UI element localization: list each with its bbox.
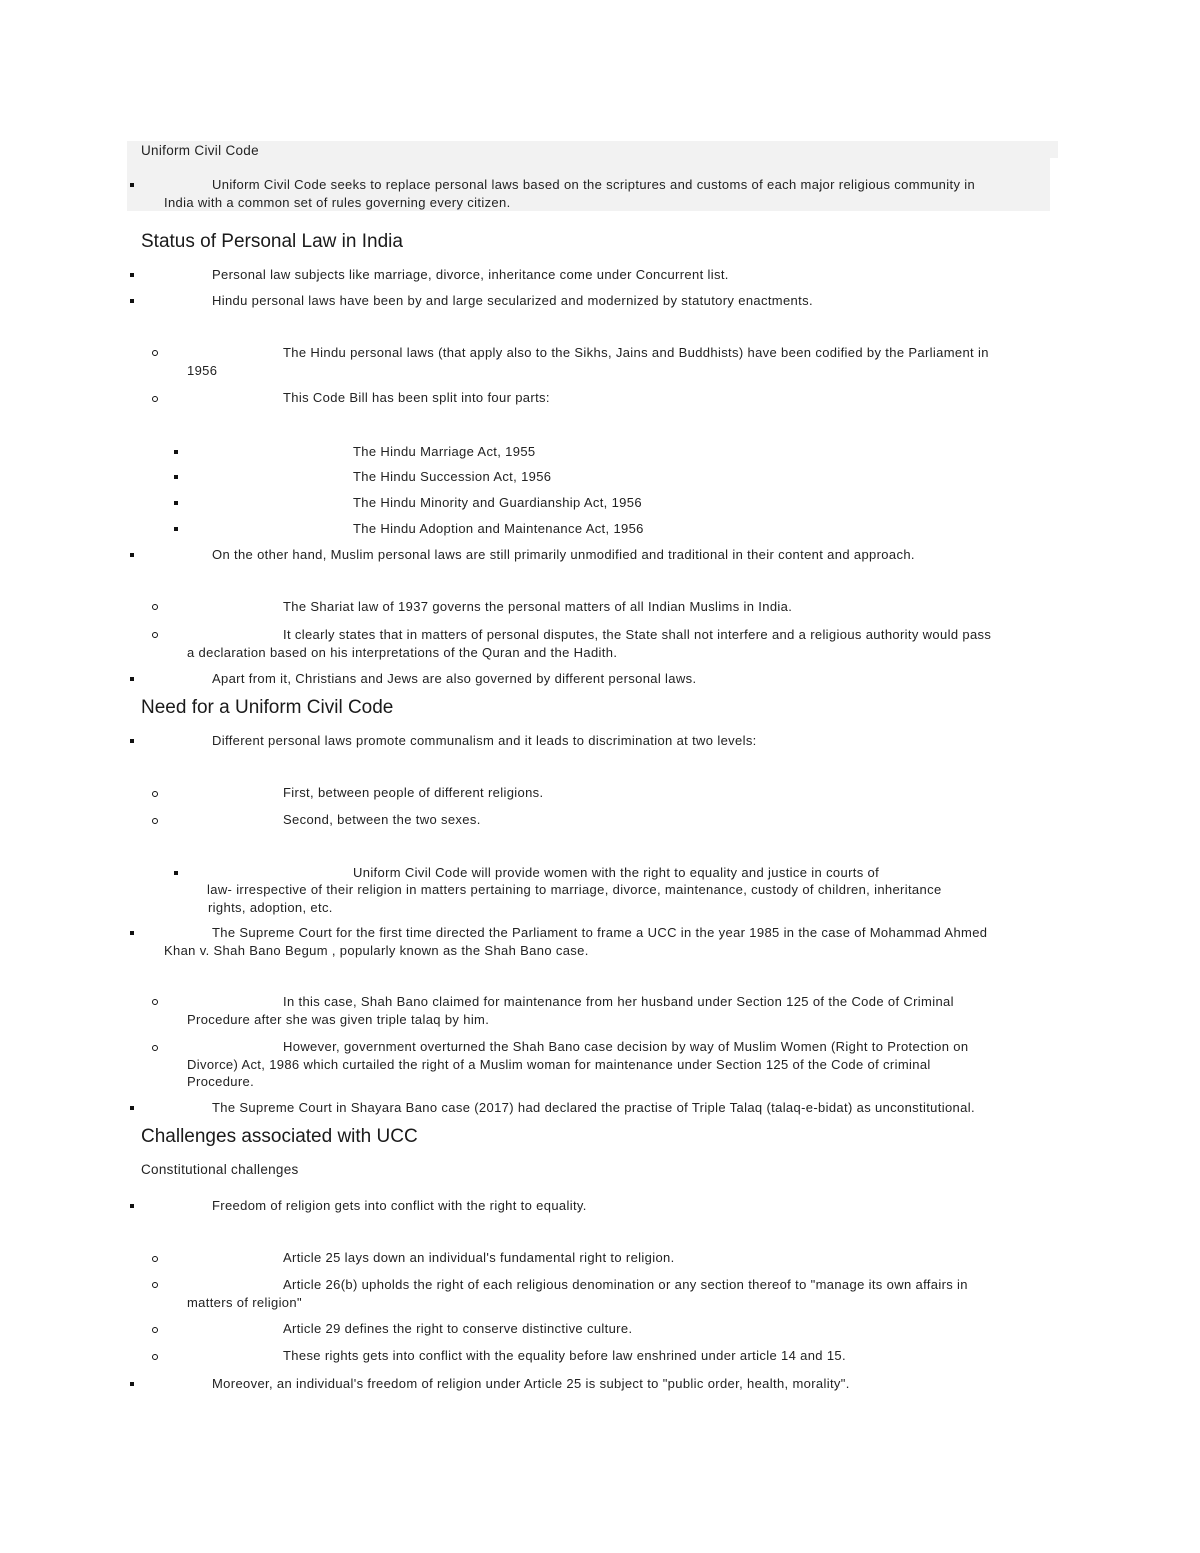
need-bullet-2-line-2: Khan v. Shah Bano Begum , popularly known as the Shah Bano case. xyxy=(164,943,589,958)
status-bullet-3: On the other hand, Muslim personal laws are still primarily unmodified and traditional in their content and approach. xyxy=(212,547,915,562)
bullet-square xyxy=(174,527,178,531)
intro-line-1: Uniform Civil Code seeks to replace personal laws based on the scriptures and customs of each major religious community in xyxy=(212,177,976,192)
challenges-sub-1b-line-1: Article 26(b) upholds the right of each religious denomination or any section thereof to "manage its own affairs in xyxy=(283,1277,968,1292)
bullet-circle xyxy=(152,1327,158,1333)
bullet-circle xyxy=(152,1354,158,1360)
need-sub-2b-line-2: Divorce) Act, 1986 which curtailed the right of a Muslim woman for maintenance under Section 125 of the Code of criminal xyxy=(187,1057,931,1072)
bullet-square xyxy=(130,677,134,681)
bullet-circle xyxy=(152,1045,158,1051)
bullet-square xyxy=(130,739,134,743)
bullet-circle xyxy=(152,1256,158,1262)
section-heading-challenges: Challenges associated with UCC xyxy=(141,1126,418,1147)
bullet-circle xyxy=(152,999,158,1005)
section-heading-status: Status of Personal Law in India xyxy=(141,231,403,252)
challenges-sub-1a: Article 25 lays down an individual's fundamental right to religion. xyxy=(283,1250,675,1265)
bullet-square xyxy=(130,183,134,187)
act-item: The Hindu Succession Act, 1956 xyxy=(353,469,552,484)
status-bullet-2: Hindu personal laws have been by and large secularized and modernized by statutory enactments. xyxy=(212,293,813,308)
bullet-square xyxy=(130,273,134,277)
bullet-square xyxy=(130,1106,134,1110)
status-sub-2a-line-2: 1956 xyxy=(187,363,218,378)
status-bullet-1: Personal law subjects like marriage, divorce, inheritance come under Concurrent list. xyxy=(212,267,729,282)
bullet-circle xyxy=(152,632,158,638)
status-sub-3a: The Shariat law of 1937 governs the personal matters of all Indian Muslims in India. xyxy=(283,599,793,614)
challenges-sub-1b-line-2: matters of religion" xyxy=(187,1295,302,1310)
need-bullet-3: The Supreme Court in Shayara Bano case (2017) had declared the practise of Triple Talaq (talaq-e-bidat) as unconstitutional. xyxy=(212,1100,975,1115)
bullet-square xyxy=(174,475,178,479)
challenges-sub-1c: Article 29 defines the right to conserve distinctive culture. xyxy=(283,1321,633,1336)
need-bullet-2-line-1: The Supreme Court for the first time directed the Parliament to frame a UCC in the year 1985 in the case of Mohammad Ahmed xyxy=(212,925,988,940)
bullet-circle xyxy=(152,396,158,402)
status-sub-3b-line-2: a declaration based on his interpretations of the Quran and the Hadith. xyxy=(187,645,618,660)
bullet-circle xyxy=(152,1282,158,1288)
status-bullet-4: Apart from it, Christians and Jews are also governed by different personal laws. xyxy=(212,671,697,686)
bullet-square xyxy=(130,931,134,935)
need-sub-1a: First, between people of different religions. xyxy=(283,785,544,800)
bullet-square xyxy=(174,871,178,875)
section-heading-need: Need for a Uniform Civil Code xyxy=(141,697,394,718)
subheading-constitutional: Constitutional challenges xyxy=(141,1162,299,1177)
bullet-circle xyxy=(152,604,158,610)
bullet-circle xyxy=(152,350,158,356)
act-item: The Hindu Marriage Act, 1955 xyxy=(353,444,536,459)
need-sub-1b: Second, between the two sexes. xyxy=(283,812,481,827)
bullet-square xyxy=(174,501,178,505)
act-item: The Hindu Minority and Guardianship Act, 1956 xyxy=(353,495,642,510)
challenges-sub-1d: These rights gets into conflict with the equality before law enshrined under article 14 and 15. xyxy=(283,1348,846,1363)
need-sub-2b-line-3: Procedure. xyxy=(187,1074,255,1089)
status-sub-2b: This Code Bill has been split into four parts: xyxy=(283,390,550,405)
need-bullet-1: Different personal laws promote communalism and it leads to discrimination at two levels: xyxy=(212,733,757,748)
bullet-square xyxy=(130,1382,134,1386)
bullet-circle xyxy=(152,818,158,824)
bullet-square xyxy=(130,299,134,303)
bullet-square xyxy=(130,553,134,557)
status-sub-3b-line-1: It clearly states that in matters of personal disputes, the State shall not interfere and a religious authority would pass xyxy=(283,627,992,642)
status-sub-2a-line-1: The Hindu personal laws (that apply also to the Sikhs, Jains and Buddhists) have been codified by the Parliament in xyxy=(283,345,989,360)
need-sub-1c-line-2: law- irrespective of their religion in matters pertaining to marriage, divorce, maintenance, custody of children, inheritance xyxy=(207,882,942,897)
need-sub-2b-line-1: However, government overturned the Shah Bano case decision by way of Muslim Women (Right to Protection on xyxy=(283,1039,969,1054)
title-shade xyxy=(127,141,1058,158)
act-item: The Hindu Adoption and Maintenance Act, 1956 xyxy=(353,521,644,536)
document-title: Uniform Civil Code xyxy=(141,143,259,158)
challenges-bullet-1: Freedom of religion gets into conflict with the right to equality. xyxy=(212,1198,587,1213)
need-sub-1c-line-3: rights, adoption, etc. xyxy=(208,900,333,915)
challenges-bullet-2: Moreover, an individual's freedom of religion under Article 25 is subject to "public order, health, morality". xyxy=(212,1376,850,1391)
bullet-square xyxy=(130,1204,134,1208)
need-sub-1c-line-1: Uniform Civil Code will provide women with the right to equality and justice in courts of xyxy=(353,865,880,880)
bullet-circle xyxy=(152,791,158,797)
bullet-square xyxy=(174,450,178,454)
need-sub-2a-line-2: Procedure after she was given triple talaq by him. xyxy=(187,1012,490,1027)
need-sub-2a-line-1: In this case, Shah Bano claimed for maintenance from her husband under Section 125 of the Code of Criminal xyxy=(283,994,954,1009)
intro-line-2: India with a common set of rules governing every citizen. xyxy=(164,195,511,210)
